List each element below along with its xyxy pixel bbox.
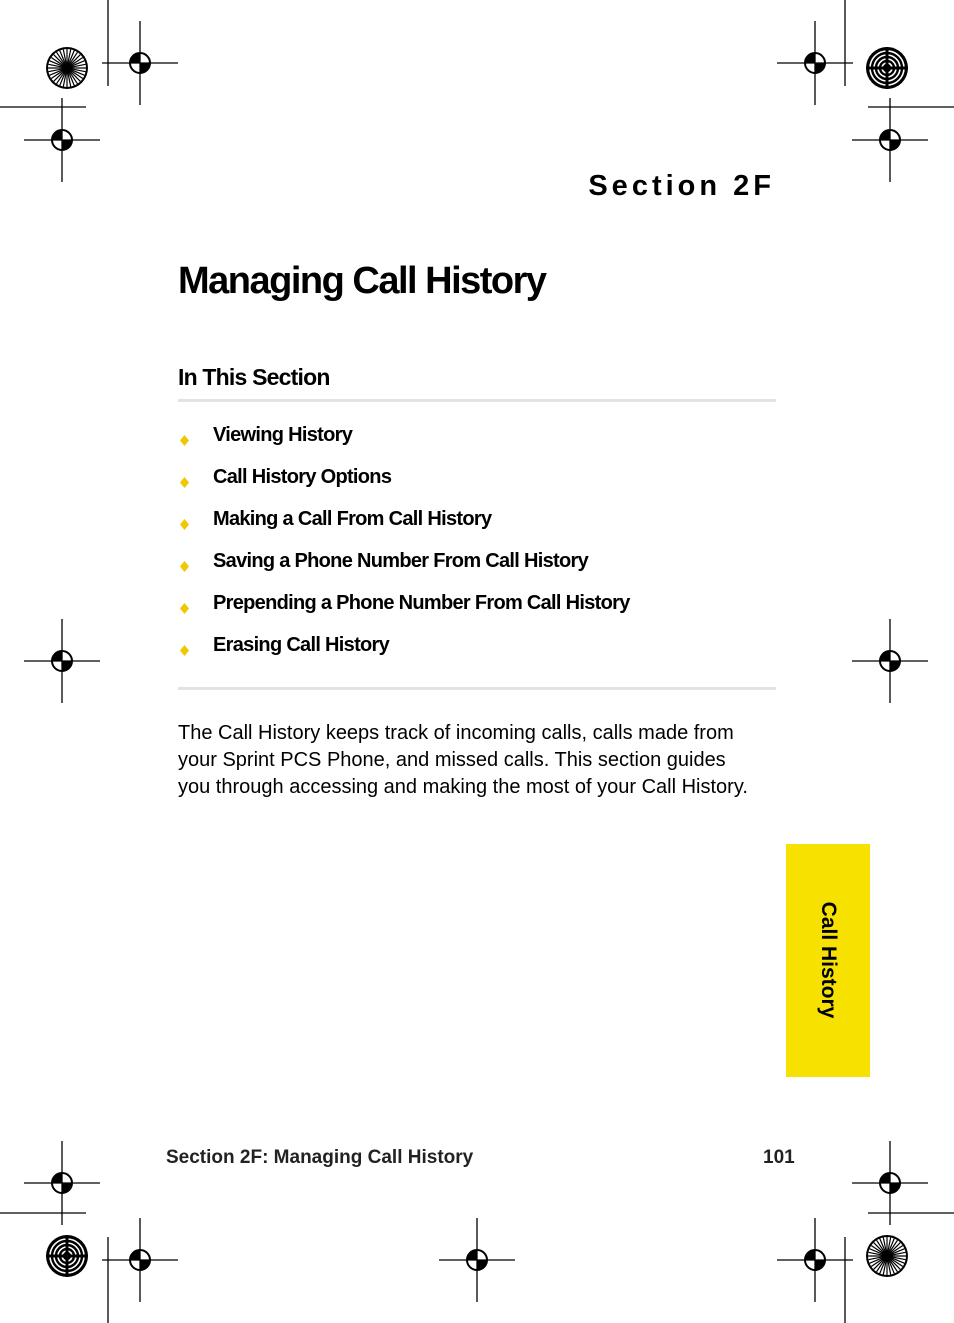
list-item-label: Call History Options — [213, 466, 392, 488]
list-item — [178, 420, 776, 462]
footer-section-title: Section 2F: Managing Call History — [166, 1147, 474, 1168]
side-tab-label: Call History — [817, 901, 840, 1019]
diamond-bullet-icon — [180, 561, 189, 572]
list-item — [178, 504, 776, 546]
page-number: 101 — [763, 1147, 795, 1168]
diamond-bullet-icon — [180, 645, 189, 656]
page-title: Managing Call History — [178, 260, 546, 302]
list-item — [178, 630, 776, 672]
diamond-bullet-icon — [180, 603, 189, 614]
list-item-label: Making a Call From Call History — [213, 508, 492, 530]
diamond-bullet-icon — [180, 519, 189, 530]
list-item-label: Erasing Call History — [213, 634, 390, 656]
list-item — [178, 462, 776, 504]
in-this-section-heading: In This Section — [178, 364, 330, 390]
diamond-bullet-icon — [180, 435, 189, 446]
side-tab — [786, 844, 870, 1077]
list-item — [178, 588, 776, 630]
list-item-label: Prepending a Phone Number From Call History — [213, 592, 630, 614]
list-item — [178, 546, 776, 588]
section-label: Section 2F — [588, 170, 775, 202]
diamond-bullet-icon — [180, 477, 189, 488]
bottom-divider — [178, 687, 776, 690]
list-item-label: Saving a Phone Number From Call History — [213, 550, 589, 572]
intro-paragraph: The Call History keeps track of incoming calls, calls made from your Sprint PCS Phone, and missed calls. This section guides you through accessing and making the most of your Call History. — [178, 722, 748, 798]
list-item-label: Viewing History — [213, 424, 353, 446]
section-contents-list — [178, 420, 776, 672]
top-divider — [178, 399, 776, 402]
